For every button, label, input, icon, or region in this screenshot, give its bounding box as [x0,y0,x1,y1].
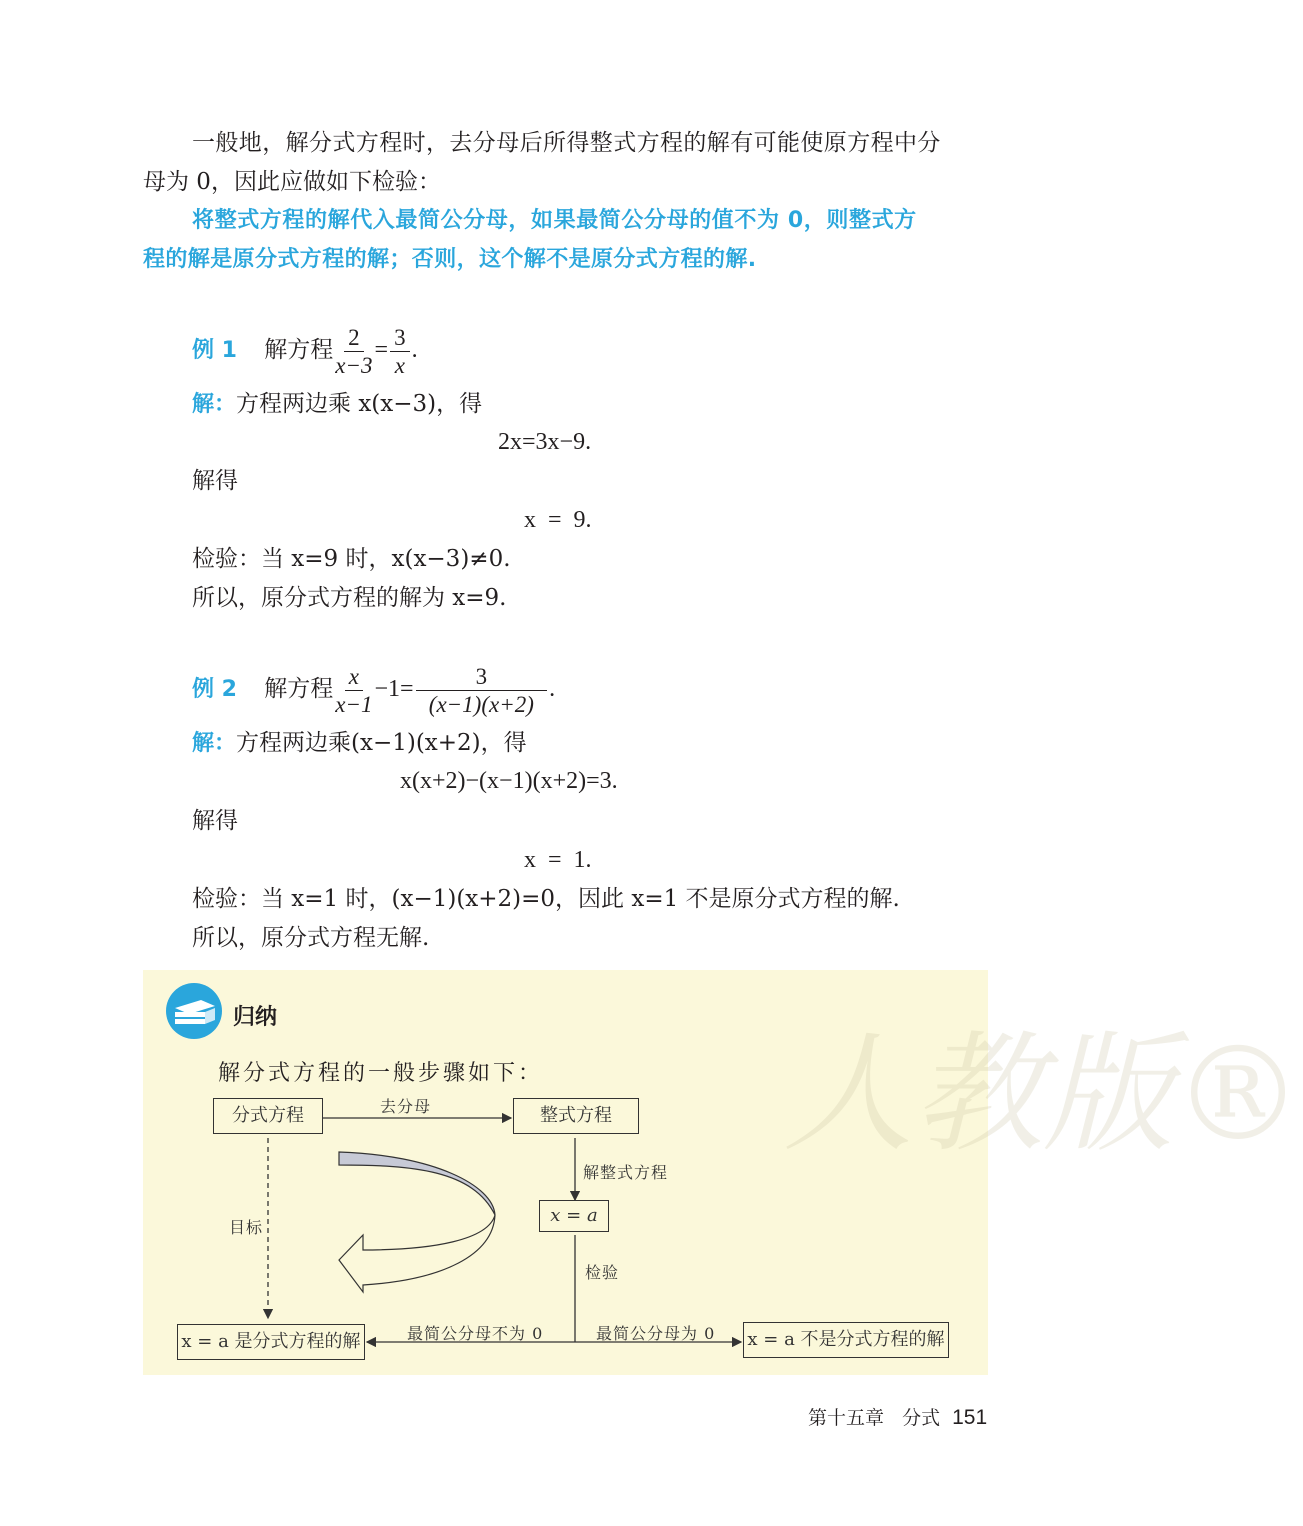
solution-text: 方程两边乘(x−1)(x+2)，得 [236,730,527,756]
example-label: 例 1 [192,338,237,363]
numerator: 2 [344,324,364,352]
summary-title: 归纳 [233,1005,278,1030]
example-1-conclusion: 所以，原分式方程的解为 x=9. [192,585,507,611]
chapter-label: 第十五章 [808,1407,885,1429]
rule-line-2: 程的解是原分式方程的解；否则，这个解不是原分式方程的解. [143,247,757,272]
minus-one-equals: −1= [374,676,414,702]
rule-line-1: 将整式方程的解代入最简公分母，如果最简公分母的值不为 0，则整式方 [192,208,917,233]
example-2-equation: x(x+2)−(x−1)(x+2)=3. [400,768,618,794]
example-1-heading [192,322,418,379]
example-2-heading [192,661,555,718]
flowchart-lines [143,970,988,1375]
denominator: (x−1)(x+2) [428,691,534,717]
summary-intro: 解分式方程的一般步骤如下： [218,1061,544,1086]
equals: = [374,337,389,363]
solve-label: 解得 [192,468,238,494]
fraction [390,324,410,379]
intro-line-1: 一般地，解分式方程时，去分母后所得整式方程的解有可能使原方程中分 [192,130,941,156]
example-2-conclusion: 所以，原分式方程无解. [192,925,430,951]
example-1-equation: 2x=3x−9. [498,429,592,455]
section-label: 分式 [902,1407,941,1429]
summary-box [143,970,1303,1375]
example-2-solution [192,729,527,758]
check-label: 检验 [585,1263,620,1282]
denominator: x−3 [335,352,373,378]
denominator: x [394,352,405,378]
example-1-check: 检验：当 x=9 时，x(x−3)≠0. [192,546,511,572]
denominator: x−1 [335,691,373,717]
fraction [335,324,372,379]
example-2-result: x = 1. [524,847,592,873]
solve-label: 解得 [192,808,238,834]
fractional-equation-box: 分式方程 [213,1098,323,1134]
fraction [416,663,548,718]
example-label: 例 2 [192,677,237,702]
clear-denominator-label: 去分母 [380,1097,432,1116]
not-zero-label: 最简公分母不为 0 [407,1324,544,1343]
example-2-check: 检验：当 x=1 时，(x−1)(x+2)=0，因此 x=1 不是原分式方程的解. [192,886,900,912]
is-solution-box: x = a 是分式方程的解 [177,1324,365,1360]
page-number: 151 [952,1406,988,1429]
fraction [335,663,372,718]
numerator: 3 [416,663,548,691]
page-footer [808,1404,987,1432]
example-prompt: 解方程 [264,676,334,702]
period: . [549,676,556,702]
not-solution-box: x = a 不是分式方程的解 [743,1322,949,1358]
solution-label: 解： [192,731,237,756]
goal-label: 目标 [229,1218,264,1237]
intro-line-2: 母为 0，因此应做如下检验： [143,169,441,195]
period: . [411,337,418,363]
example-1-result: x = 9. [524,507,592,533]
solve-integral-label: 解整式方程 [583,1163,669,1182]
x-equals-a-box: x = a [539,1200,609,1232]
solution-text: 方程两边乘 x(x−3)，得 [236,391,483,417]
numerator: x [345,663,363,691]
is-zero-label: 最简公分母为 0 [596,1324,716,1343]
integral-equation-box: 整式方程 [513,1098,639,1134]
numerator: 3 [390,324,410,352]
example-prompt: 解方程 [264,337,334,363]
watermark: 人教版® [783,1018,1303,1170]
solution-label: 解： [192,392,237,417]
example-1-solution [192,390,482,419]
